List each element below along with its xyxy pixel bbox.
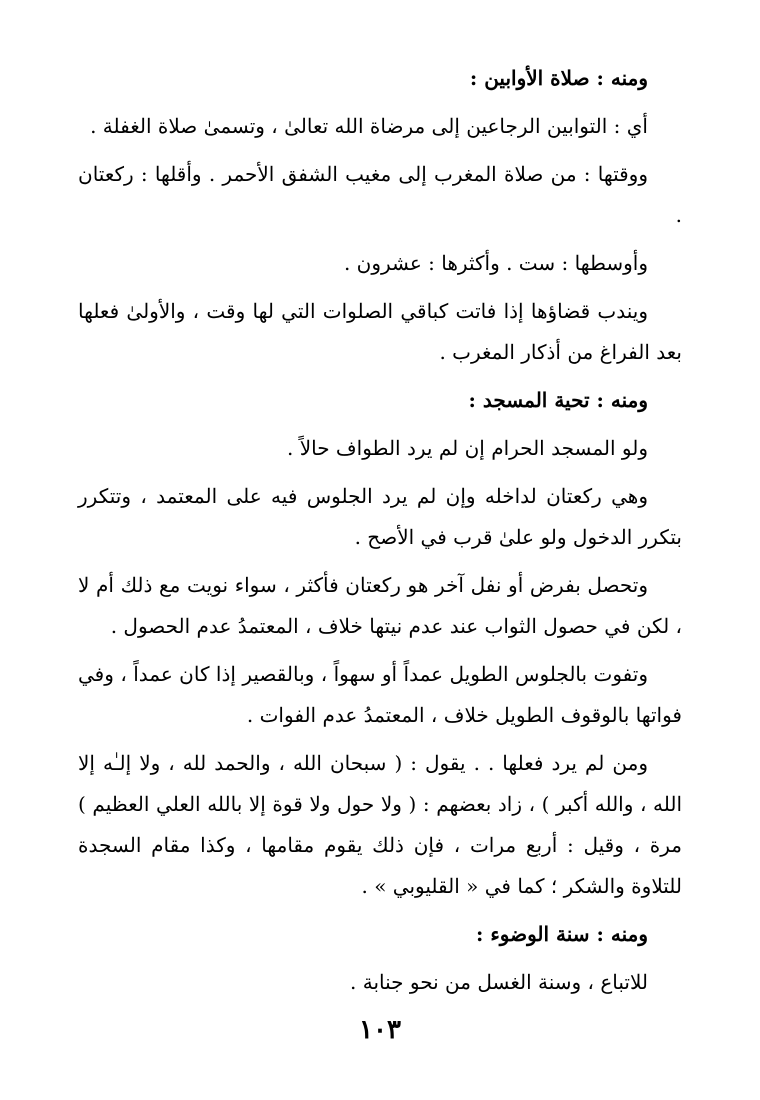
paragraph: ولو المسجد الحرام إن لم يرد الطواف حالاً .: [287, 436, 648, 460]
section-heading-awwabin: ومنه : صلاة الأوابين :: [469, 66, 648, 90]
page-number: ١٠٣: [359, 1015, 401, 1045]
paragraph: وتفوت بالجلوس الطويل عمداً أو سهواً ، وبالقصير إذا كان عمداً ، وفي فواتها بالوقوف الطويل خلاف ، المعتمدُ عدم الفوات .: [78, 662, 682, 727]
paragraph: وأوسطها : ست . وأكثرها : عشرون .: [343, 251, 648, 275]
paragraph: ويندب قضاؤها إذا فاتت كباقي الصلوات التي لها وقت ، والأولىٰ فعلها بعد الفراغ من أذكار المغرب .: [78, 299, 682, 364]
page-body: [78, 58, 682, 1010]
section-heading-tahiyyat-masjid: ومنه : تحية المسجد :: [468, 388, 648, 412]
section-heading-wudu-sunnah: ومنه : سنة الوضوء :: [476, 922, 648, 946]
paragraph: للاتباع ، وسنة الغسل من نحو جنابة .: [350, 970, 648, 994]
paragraph: وهي ركعتان لداخله وإن لم يرد الجلوس فيه على المعتمد ، وتتكرر بتكرر الدخول ولو علىٰ قرب في الأصح .: [78, 484, 682, 549]
paragraph: ومن لم يرد فعلها . . يقول : ( سبحان الله ، والحمد لله ، ولا إلـٰه إلا الله ، والله أكبر ) ، زاد بعضهم : ( ولا حول ولا قوة إلا بالله العلي العظيم ) مرة ، وقيل : أربع مرات ، فإن ذلك يقوم مقامها ، وكذا مقام السجدة للتلاوة والشكر ؛ كما في « القليوبي » .: [78, 751, 682, 898]
paragraph: وتحصل بفرض أو نفل آخر هو ركعتان فأكثر ، سواء نويت مع ذلك أم لا ، لكن في حصول الثواب عند عدم نيتها خلاف ، المعتمدُ عدم الحصول .: [78, 573, 682, 638]
paragraph: ووقتها : من صلاة المغرب إلى مغيب الشفق الأحمر . وأقلها : ركعتان .: [78, 162, 682, 227]
paragraph: أي : التوابين الرجاعين إلى مرضاة الله تعالىٰ ، وتسمىٰ صلاة الغفلة .: [90, 114, 648, 138]
